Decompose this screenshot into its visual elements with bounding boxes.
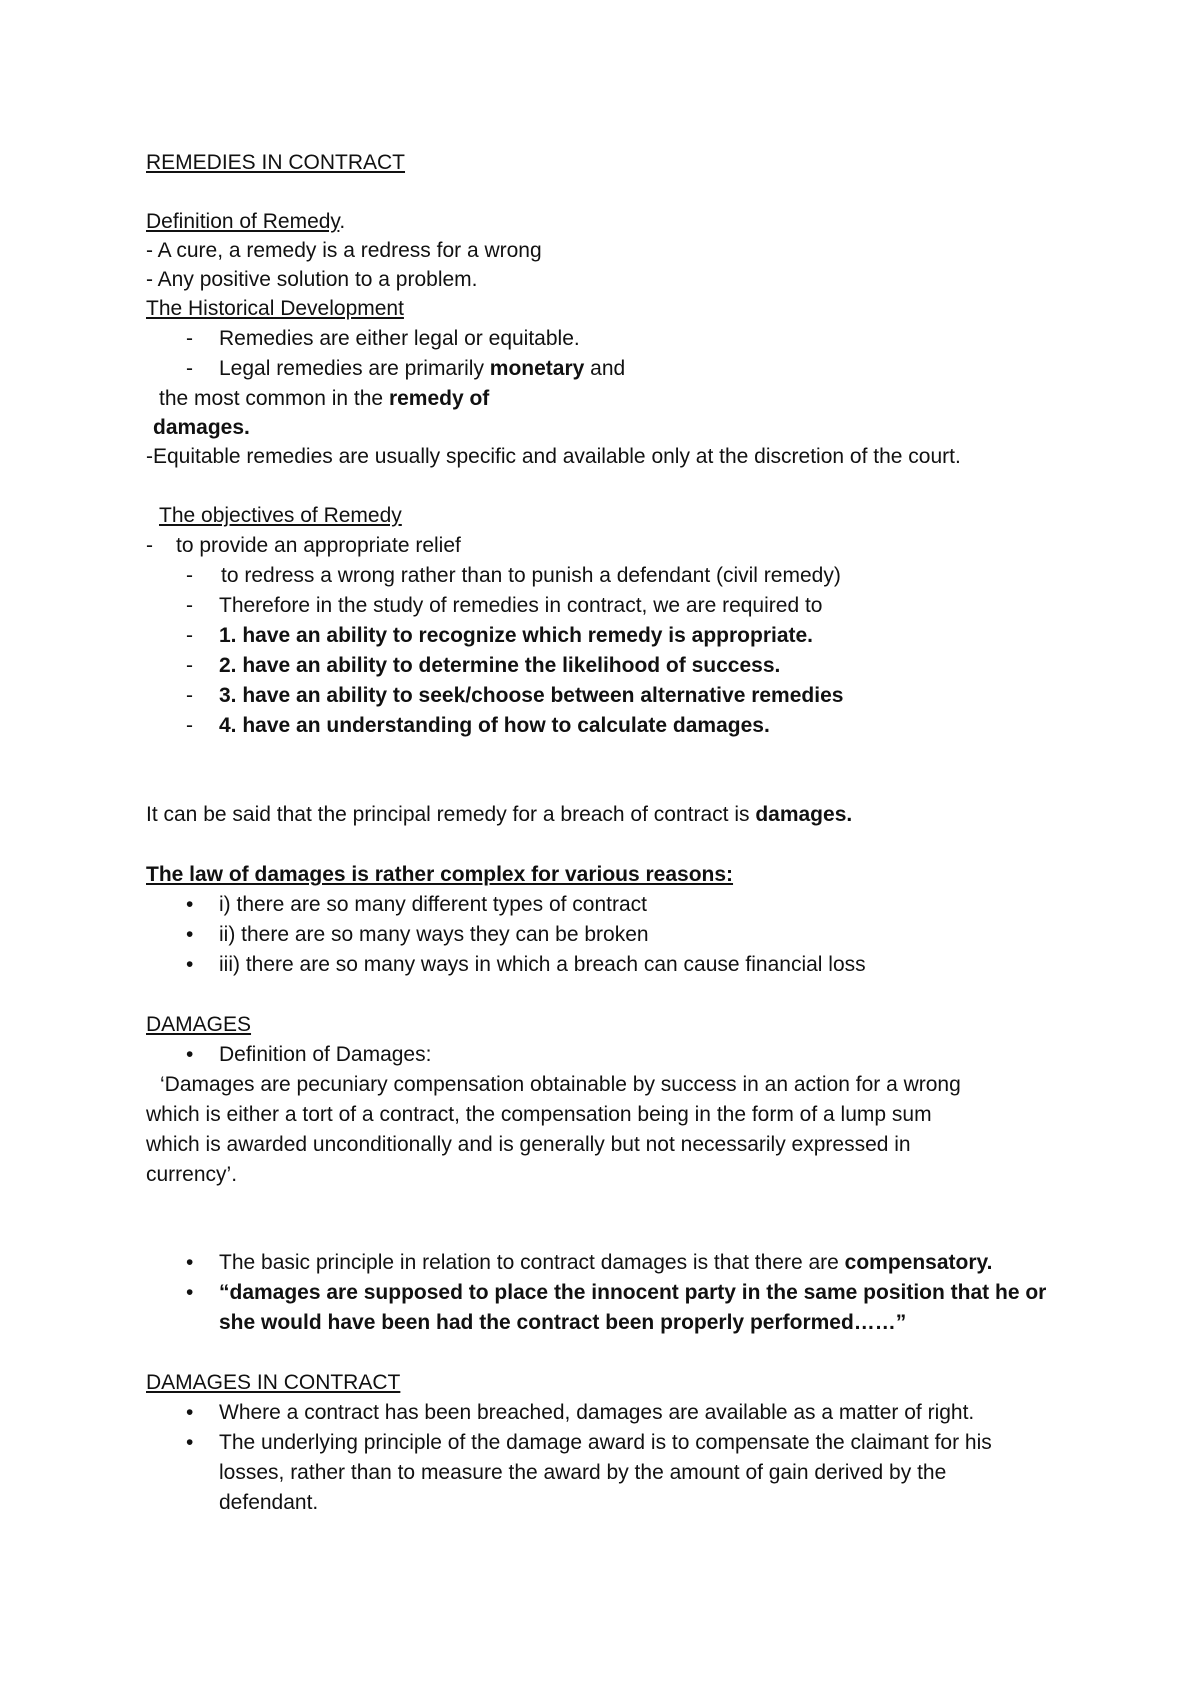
historical-damages — [153, 415, 250, 441]
law-of-damages-heading-text: The law of damages is rather complex for various reasons: — [146, 863, 734, 886]
place-quote-line-2-wrap — [219, 1310, 906, 1336]
definition-line-1: - A cure, a remedy is a redress for a wrong — [146, 239, 542, 262]
historical-continuation-bold: remedy of — [388, 387, 490, 410]
principal-remedy-line — [146, 802, 852, 828]
objectives-item-5 — [186, 683, 844, 709]
historical-heading: The Historical Development — [146, 297, 404, 320]
bullet-marker: • — [186, 923, 194, 946]
bullet-marker: • — [186, 1281, 194, 1304]
objectives-item-2 — [186, 593, 823, 619]
objectives-item-5-text: 3. have an ability to seek/choose between alternative remedies — [219, 684, 844, 707]
equitable-line: -Equitable remedies are usually specific and available only at the discretion of the court. — [146, 445, 961, 468]
dic-item-1-text: Where a contract has been breached, damages are available as a matter of right. — [219, 1401, 975, 1424]
dic-item-2-line-2: losses, rather than to measure the award by the amount of gain derived by the — [219, 1461, 947, 1484]
objectives-item-0 — [146, 533, 461, 559]
dash-marker: - — [186, 684, 193, 707]
objectives-item-1-text: to redress a wrong rather than to punish a defendant (civil remedy) — [221, 564, 841, 587]
objectives-item-0-text: to provide an appropriate relief — [176, 534, 461, 557]
dic-item-2-line-3: defendant. — [219, 1491, 319, 1514]
objectives-item-2-text: Therefore in the study of remedies in contract, we are required to — [219, 594, 823, 617]
law-item-1-text: i) there are so many different types of contract — [219, 893, 647, 916]
dash-marker: - — [186, 564, 193, 587]
document-title: REMEDIES IN CONTRACT — [146, 151, 406, 174]
damages-heading: DAMAGES — [146, 1013, 252, 1036]
bullet-marker: • — [186, 1401, 194, 1424]
basic-principle-text — [219, 1250, 993, 1276]
damages-quote-line-2: which is either a tort of a contract, the compensation being in the form of a lump sum — [146, 1103, 932, 1126]
law-of-damages-heading — [146, 862, 733, 888]
bullet-marker: • — [186, 893, 194, 916]
bullet-marker: • — [186, 1251, 194, 1274]
dash-marker: - — [186, 357, 193, 380]
dic-item-2 — [186, 1430, 992, 1456]
bullet-marker: • — [186, 1043, 194, 1066]
place-quote-item — [186, 1280, 1047, 1306]
historical-item-2-text — [219, 356, 625, 382]
damages-quote-line-3: which is awarded unconditionally and is generally but not necessarily expressed in — [146, 1133, 911, 1156]
dash-marker: - — [186, 624, 193, 647]
principal-remedy-bold: damages. — [755, 803, 853, 826]
objectives-item-1 — [186, 563, 841, 589]
historical-continuation — [159, 386, 489, 412]
place-quote-line-1: “damages are supposed to place the innocent party in the same position that he or — [219, 1281, 1047, 1304]
objectives-item-3-text: 1. have an ability to recognize which remedy is appropriate. — [219, 624, 814, 647]
law-item-1 — [186, 892, 647, 918]
historical-item-1 — [186, 326, 580, 352]
objectives-heading: The objectives of Remedy — [159, 504, 402, 527]
objectives-item-4-text: 2. have an ability to determine the likelihood of success. — [219, 654, 781, 677]
objectives-item-6-text: 4. have an understanding of how to calculate damages. — [219, 714, 770, 737]
historical-item-2-part-c: and — [584, 357, 626, 380]
damages-definition-item — [186, 1042, 432, 1068]
bullet-marker: • — [186, 1431, 194, 1454]
dash-marker: - — [186, 327, 193, 350]
definition-period: . — [339, 210, 346, 233]
dic-item-1 — [186, 1400, 975, 1426]
definition-heading-line — [146, 209, 345, 235]
place-quote-line-2: she would have been had the contract been properly performed……” — [219, 1311, 907, 1334]
dash-marker: - — [186, 714, 193, 737]
basic-principle-item — [186, 1250, 993, 1276]
basic-principle-part-a: The basic principle in relation to contract damages is that there are — [219, 1251, 845, 1274]
law-item-3 — [186, 952, 866, 978]
objectives-item-4 — [186, 653, 781, 679]
historical-item-1-text: Remedies are either legal or equitable. — [219, 327, 580, 350]
dash-marker: - — [186, 594, 193, 617]
objectives-item-6 — [186, 713, 770, 739]
damages-quote-line-4: currency’. — [146, 1163, 238, 1186]
dic-item-2-line-1: The underlying principle of the damage award is to compensate the claimant for his — [219, 1431, 992, 1454]
law-item-3-text: iii) there are so many ways in which a breach can cause financial loss — [219, 953, 866, 976]
dash-marker: - — [146, 534, 153, 557]
law-item-2 — [186, 922, 649, 948]
historical-damages-bold: damages. — [153, 416, 250, 439]
objectives-item-3 — [186, 623, 814, 649]
historical-item-2-part-a: Legal remedies are primarily — [219, 357, 490, 380]
historical-item-2 — [186, 356, 626, 382]
law-item-2-text: ii) there are so many ways they can be broken — [219, 923, 649, 946]
definition-line-2: - Any positive solution to a problem. — [146, 268, 478, 291]
bullet-marker: • — [186, 953, 194, 976]
historical-item-2-bold: monetary — [489, 357, 585, 380]
principal-remedy-text: It can be said that the principal remedy for a breach of contract is — [146, 803, 756, 826]
damages-definition-text: Definition of Damages: — [219, 1043, 432, 1066]
definition-heading: Definition of Remedy — [146, 210, 340, 233]
historical-continuation-text: the most common in the — [159, 387, 389, 410]
basic-principle-bold: compensatory. — [844, 1251, 993, 1274]
dash-marker: - — [186, 654, 193, 677]
damages-quote-line-1: ‘Damages are pecuniary compensation obtainable by success in an action for a wrong — [160, 1073, 961, 1096]
damages-in-contract-heading: DAMAGES IN CONTRACT — [146, 1371, 401, 1394]
